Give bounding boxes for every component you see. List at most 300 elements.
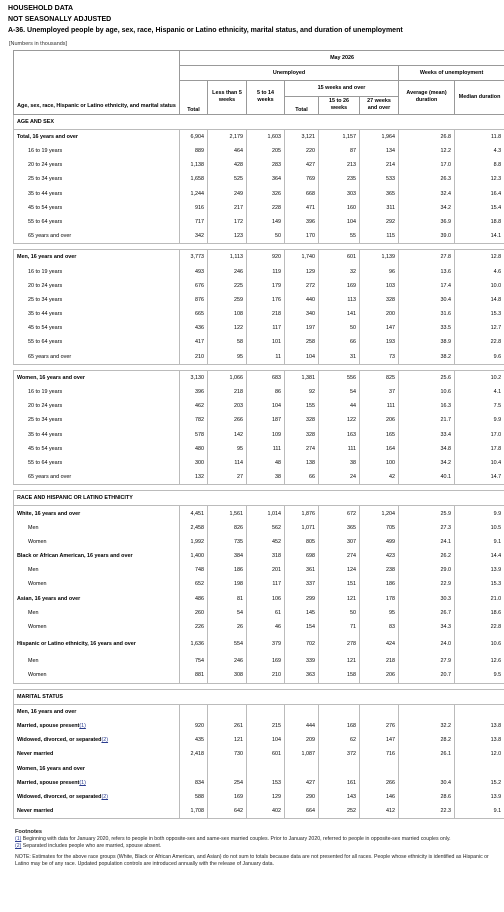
less-than-5-weeks-cell: 95 xyxy=(208,350,247,365)
row-label-text: 35 to 44 years xyxy=(28,190,63,197)
5-to-14-weeks-cell: 176 xyxy=(247,293,285,307)
row-label-text: Never married xyxy=(17,808,54,815)
less-than-5-weeks-cell: 266 xyxy=(208,413,247,427)
total-cell: 493 xyxy=(180,264,208,278)
row-label-text: 20 to 24 years xyxy=(28,282,63,289)
15-to-26-weeks-cell: 143 xyxy=(319,790,360,804)
row-label xyxy=(14,506,180,521)
15-to-26-weeks-cell: 87 xyxy=(319,144,360,158)
15-to-26-weeks-cell: 124 xyxy=(319,563,360,577)
15-plus-total-cell: 3,121 xyxy=(285,129,319,144)
table-row xyxy=(14,129,504,144)
27-weeks-and-over-cell: 103 xyxy=(360,279,399,293)
section-header: RACE AND HISPANIC OR LATINO ETHNICITY xyxy=(14,491,504,506)
row-label xyxy=(14,442,180,456)
total-cell: 6,904 xyxy=(180,129,208,144)
average-duration-cell: 16.3 xyxy=(399,399,455,413)
15-plus-total-cell: 698 xyxy=(285,549,319,563)
row-label-text: Married, spouse present xyxy=(17,722,80,729)
average-duration-cell: 24.1 xyxy=(399,535,455,549)
table-row xyxy=(14,456,504,470)
5-to-14-weeks-cell: 364 xyxy=(247,172,285,186)
15-plus-total-cell xyxy=(285,704,319,719)
table-row xyxy=(14,620,504,634)
less-than-5-weeks-cell: 172 xyxy=(208,215,247,229)
row-label-text: 25 to 34 years xyxy=(28,296,63,303)
5-to-14-weeks-cell: 109 xyxy=(247,428,285,442)
median-duration-cell: 11.8 xyxy=(455,129,504,144)
less-than-5-weeks-cell: 554 xyxy=(208,634,247,654)
median-duration-cell xyxy=(455,704,504,719)
average-duration-cell: 17.4 xyxy=(399,279,455,293)
median-duration-cell: 4.6 xyxy=(455,264,504,278)
5-to-14-weeks-cell: 601 xyxy=(247,747,285,761)
total-cell: 1,708 xyxy=(180,804,208,819)
average-duration-cell: 30.4 xyxy=(399,776,455,790)
row-label xyxy=(14,606,180,620)
15-plus-total-cell: 1,876 xyxy=(285,506,319,521)
27-weeks-and-over-cell: 276 xyxy=(360,719,399,733)
15-plus-total-cell: 427 xyxy=(285,776,319,790)
row-label-text: Total, 16 years and over xyxy=(17,133,79,140)
total-cell: 1,992 xyxy=(180,535,208,549)
15-to-26-weeks-cell: 169 xyxy=(319,279,360,293)
row-label-text: 65 years and over xyxy=(28,233,72,240)
footnote-1 xyxy=(15,836,499,843)
total-cell: 782 xyxy=(180,413,208,427)
less-than-5-weeks-cell: 428 xyxy=(208,158,247,172)
15-to-26-weeks-cell: 252 xyxy=(319,804,360,819)
27-weeks-and-over-cell: 214 xyxy=(360,158,399,172)
total-cell: 748 xyxy=(180,563,208,577)
median-duration-cell: 17.0 xyxy=(455,428,504,442)
row-label-text: Widowed, divorced, or separated xyxy=(17,793,102,800)
total-cell: 578 xyxy=(180,428,208,442)
row-label xyxy=(14,456,180,470)
15-plus-total-cell: 427 xyxy=(285,158,319,172)
row-label-text: 55 to 64 years xyxy=(28,459,63,466)
less-than-5-weeks-cell: 826 xyxy=(208,521,247,535)
less-than-5-weeks-cell xyxy=(208,704,247,719)
15-to-26-weeks-cell: 556 xyxy=(319,370,360,385)
section-header-row xyxy=(14,114,504,129)
median-duration-cell: 9.1 xyxy=(455,535,504,549)
table-row xyxy=(14,370,504,385)
27-weeks-and-over-cell: 37 xyxy=(360,385,399,399)
total-cell: 588 xyxy=(180,790,208,804)
15-to-26-weeks-header: 15 to 26 weeks xyxy=(319,96,360,114)
15-plus-total-cell: 471 xyxy=(285,201,319,215)
5-to-14-weeks-cell: 920 xyxy=(247,250,285,265)
15-to-26-weeks-cell: 158 xyxy=(319,668,360,683)
footnote-ref-link[interactable]: (1) xyxy=(79,779,86,786)
15-to-26-weeks-cell xyxy=(319,761,360,775)
15-to-26-weeks-cell: 161 xyxy=(319,776,360,790)
27-weeks-and-over-cell: 42 xyxy=(360,470,399,485)
median-duration-cell: 18.6 xyxy=(455,606,504,620)
15-plus-total-cell: 274 xyxy=(285,442,319,456)
section-header: MARITAL STATUS xyxy=(14,689,504,704)
row-label-text: 16 to 19 years xyxy=(28,148,63,155)
15-to-26-weeks-cell: 121 xyxy=(319,592,360,606)
15-plus-total-cell: 363 xyxy=(285,668,319,683)
27-weeks-and-over-cell: 115 xyxy=(360,229,399,244)
27-weeks-and-over-cell: 200 xyxy=(360,307,399,321)
27-weeks-and-over-cell: 412 xyxy=(360,804,399,819)
median-duration-cell: 12.7 xyxy=(455,321,504,335)
15-to-26-weeks-cell: 32 xyxy=(319,264,360,278)
median-duration-cell: 9.5 xyxy=(455,668,504,683)
average-duration-cell: 10.6 xyxy=(399,385,455,399)
less-than-5-weeks-cell: 642 xyxy=(208,804,247,819)
table-row xyxy=(14,470,504,485)
median-duration-header: Median duration xyxy=(455,81,504,114)
average-duration-cell: 21.7 xyxy=(399,413,455,427)
15-to-26-weeks-cell: 55 xyxy=(319,229,360,244)
5-to-14-weeks-cell: 48 xyxy=(247,456,285,470)
table-row xyxy=(14,264,504,278)
15-plus-total-cell: 1,087 xyxy=(285,747,319,761)
row-label xyxy=(14,370,180,385)
total-cell: 1,658 xyxy=(180,172,208,186)
median-duration-cell: 13.9 xyxy=(455,563,504,577)
less-than-5-weeks-cell: 54 xyxy=(208,606,247,620)
row-label xyxy=(14,790,180,804)
table-row xyxy=(14,577,504,591)
total-cell: 486 xyxy=(180,592,208,606)
footnote-2-text: Separated includes people who are married, spouse absent. xyxy=(21,843,162,850)
15-plus-total-cell: 220 xyxy=(285,144,319,158)
5-to-14-weeks-cell: 402 xyxy=(247,804,285,819)
27-weeks-and-over-cell: 365 xyxy=(360,187,399,201)
average-duration-cell: 26.2 xyxy=(399,549,455,563)
average-duration-cell: 25.9 xyxy=(399,506,455,521)
27-weeks-and-over-cell: 218 xyxy=(360,654,399,668)
27-weeks-and-over-cell: 825 xyxy=(360,370,399,385)
row-label xyxy=(14,129,180,144)
15-plus-total-cell: 340 xyxy=(285,307,319,321)
footnote-ref-link[interactable]: (2) xyxy=(101,737,109,744)
average-duration-cell: 27.8 xyxy=(399,250,455,265)
table-row xyxy=(14,634,504,654)
15-to-26-weeks-cell: 365 xyxy=(319,521,360,535)
5-to-14-weeks-cell: 117 xyxy=(247,577,285,591)
total-cell: 665 xyxy=(180,307,208,321)
less-than-5-weeks-cell: 186 xyxy=(208,563,247,577)
row-label xyxy=(14,279,180,293)
5-to-14-weeks-cell: 283 xyxy=(247,158,285,172)
27-weeks-and-over-cell: 1,204 xyxy=(360,506,399,521)
average-duration-cell: 26.3 xyxy=(399,172,455,186)
row-label xyxy=(14,668,180,683)
27-weeks-and-over-cell: 178 xyxy=(360,592,399,606)
27-weeks-and-over-cell: 146 xyxy=(360,790,399,804)
average-duration-cell: 26.7 xyxy=(399,606,455,620)
total-cell: 226 xyxy=(180,620,208,634)
15-plus-total-cell: 299 xyxy=(285,592,319,606)
15-plus-total-cell: 129 xyxy=(285,264,319,278)
median-duration-cell: 12.6 xyxy=(455,654,504,668)
row-label-text: 16 to 19 years xyxy=(28,268,63,275)
15-plus-total-cell: 92 xyxy=(285,385,319,399)
15-to-26-weeks-cell: 121 xyxy=(319,654,360,668)
total-cell xyxy=(180,704,208,719)
row-label xyxy=(14,634,180,654)
5-to-14-weeks-cell: 218 xyxy=(247,307,285,321)
less-than-5-weeks-cell xyxy=(208,761,247,775)
5-to-14-weeks-cell: 46 xyxy=(247,620,285,634)
footnotes-heading: Footnotes xyxy=(15,829,43,835)
less-than-5-weeks-cell: 525 xyxy=(208,172,247,186)
15-to-26-weeks-cell: 24 xyxy=(319,470,360,485)
row-label xyxy=(14,563,180,577)
average-duration-cell: 38.9 xyxy=(399,335,455,349)
median-duration-cell: 8.8 xyxy=(455,158,504,172)
weeks-of-unemployment-header: Weeks of unemployment xyxy=(399,66,504,81)
table-row xyxy=(14,549,504,563)
27-weeks-and-over-cell: 186 xyxy=(360,577,399,591)
average-duration-cell: 36.9 xyxy=(399,215,455,229)
row-label-text: 45 to 54 years xyxy=(28,325,63,332)
footnotes xyxy=(15,829,499,868)
row-label xyxy=(14,776,180,790)
table-row xyxy=(14,250,504,265)
27-weeks-and-over-cell: 206 xyxy=(360,668,399,683)
27-weeks-and-over-cell: 73 xyxy=(360,350,399,365)
15-to-26-weeks-cell: 1,157 xyxy=(319,129,360,144)
period-header: May 2026 xyxy=(180,51,504,66)
5-to-14-weeks-cell xyxy=(247,761,285,775)
row-label xyxy=(14,158,180,172)
27-weeks-and-over-cell: 165 xyxy=(360,428,399,442)
15-plus-total-cell: 258 xyxy=(285,335,319,349)
total-cell: 754 xyxy=(180,654,208,668)
table-row xyxy=(14,719,504,733)
average-duration-cell: 30.3 xyxy=(399,592,455,606)
15-plus-total-cell: 664 xyxy=(285,804,319,819)
table-row xyxy=(14,790,504,804)
average-duration-cell: 17.0 xyxy=(399,158,455,172)
header-line-household-data: HOUSEHOLD DATA xyxy=(8,5,74,12)
table-row xyxy=(14,606,504,620)
average-duration-cell: 34.2 xyxy=(399,201,455,215)
table-row xyxy=(14,428,504,442)
average-duration-cell: 30.4 xyxy=(399,293,455,307)
row-label xyxy=(14,535,180,549)
less-than-5-weeks-cell: 225 xyxy=(208,279,247,293)
median-duration-cell: 21.0 xyxy=(455,592,504,606)
row-label xyxy=(14,264,180,278)
less-than-5-weeks-cell: 198 xyxy=(208,577,247,591)
table-row xyxy=(14,385,504,399)
average-duration-cell: 22.9 xyxy=(399,577,455,591)
15-to-26-weeks-cell: 50 xyxy=(319,321,360,335)
15-to-26-weeks-cell: 113 xyxy=(319,293,360,307)
27-weeks-and-over-header: 27 weeks and over xyxy=(360,96,399,114)
table-row xyxy=(14,704,504,719)
27-weeks-and-over-cell: 206 xyxy=(360,413,399,427)
footnote-1-text: Beginning with data for January 2020, refers to people in both opposite-sex and same-sex married couples. Prior to January 2020, referred to people in opposite-sex married couples only. xyxy=(21,836,451,843)
median-duration-cell: 13.9 xyxy=(455,790,504,804)
average-duration-cell: 40.1 xyxy=(399,470,455,485)
footnote-ref-link[interactable]: (2) xyxy=(101,793,109,800)
footnote-2-ref[interactable]: (2) xyxy=(15,843,22,850)
table-body xyxy=(14,114,504,819)
row-label-text: 35 to 44 years xyxy=(28,311,63,318)
15-to-26-weeks-cell: 151 xyxy=(319,577,360,591)
5-to-14-weeks-cell: 201 xyxy=(247,563,285,577)
15-to-26-weeks-cell: 104 xyxy=(319,215,360,229)
row-label xyxy=(14,521,180,535)
15-plus-total-cell: 1,381 xyxy=(285,370,319,385)
total-cell: 3,773 xyxy=(180,250,208,265)
average-duration-cell: 32.2 xyxy=(399,719,455,733)
row-label xyxy=(14,307,180,321)
15-plus-total-cell: 104 xyxy=(285,350,319,365)
table-row xyxy=(14,521,504,535)
row-label xyxy=(14,172,180,186)
less-than-5-weeks-cell: 735 xyxy=(208,535,247,549)
less-than-5-weeks-cell: 81 xyxy=(208,592,247,606)
row-label-text: 65 years and over xyxy=(28,353,72,360)
5-to-14-weeks-cell: 187 xyxy=(247,413,285,427)
total-cell: 889 xyxy=(180,144,208,158)
15-to-26-weeks-cell: 163 xyxy=(319,428,360,442)
units-note: [Numbers in thousands] xyxy=(9,41,68,47)
5-to-14-weeks-cell: 50 xyxy=(247,229,285,244)
row-label-text: Widowed, divorced, or separated xyxy=(17,737,102,744)
row-label-text: Women xyxy=(28,624,47,631)
row-label xyxy=(14,733,180,747)
15-plus-total-cell: 66 xyxy=(285,470,319,485)
row-label xyxy=(14,250,180,265)
27-weeks-and-over-cell: 164 xyxy=(360,442,399,456)
row-label-text: Black or African American, 16 years and over xyxy=(17,553,133,560)
table-row xyxy=(14,201,504,215)
15-plus-total-cell: 272 xyxy=(285,279,319,293)
row-label xyxy=(14,654,180,668)
15-to-26-weeks-cell: 168 xyxy=(319,719,360,733)
table-row xyxy=(14,535,504,549)
row-label-text: 45 to 54 years xyxy=(28,445,63,452)
5-to-14-weeks-cell: 104 xyxy=(247,733,285,747)
average-duration-cell: 12.2 xyxy=(399,144,455,158)
27-weeks-and-over-cell: 96 xyxy=(360,264,399,278)
table-row xyxy=(14,776,504,790)
less-than-5-weeks-cell: 308 xyxy=(208,668,247,683)
15-plus-total-cell: 290 xyxy=(285,790,319,804)
15-plus-total-cell: 361 xyxy=(285,563,319,577)
row-label-text: 16 to 19 years xyxy=(28,389,63,396)
less-than-5-weeks-cell: 114 xyxy=(208,456,247,470)
27-weeks-and-over-cell: 134 xyxy=(360,144,399,158)
total-cell: 2,458 xyxy=(180,521,208,535)
15-plus-total-cell: 440 xyxy=(285,293,319,307)
5-to-14-weeks-cell: 104 xyxy=(247,399,285,413)
15-to-26-weeks-cell: 122 xyxy=(319,413,360,427)
median-duration-cell: 22.8 xyxy=(455,335,504,349)
5-to-14-weeks-cell: 326 xyxy=(247,187,285,201)
median-duration-cell: 10.0 xyxy=(455,279,504,293)
footnote-1-ref[interactable]: (1) xyxy=(15,836,22,843)
average-duration-cell: 27.9 xyxy=(399,654,455,668)
less-than-5-weeks-cell: 259 xyxy=(208,293,247,307)
5-to-14-weeks-cell: 179 xyxy=(247,279,285,293)
average-duration-cell xyxy=(399,761,455,775)
total-cell: 480 xyxy=(180,442,208,456)
15-plus-total-cell: 396 xyxy=(285,215,319,229)
total-cell: 300 xyxy=(180,456,208,470)
median-duration-cell: 15.4 xyxy=(455,201,504,215)
less-than-5-weeks-cell: 142 xyxy=(208,428,247,442)
27-weeks-and-over-cell: 100 xyxy=(360,456,399,470)
table-row xyxy=(14,442,504,456)
27-weeks-and-over-cell: 716 xyxy=(360,747,399,761)
5-to-14-weeks-cell: 215 xyxy=(247,719,285,733)
section-header-row xyxy=(14,491,504,506)
5-to-14-weeks-cell: 86 xyxy=(247,385,285,399)
less-than-5-weeks-cell: 108 xyxy=(208,307,247,321)
5-to-14-weeks-cell: 111 xyxy=(247,442,285,456)
table-row xyxy=(14,563,504,577)
15-to-26-weeks-cell: 50 xyxy=(319,606,360,620)
27-weeks-and-over-cell: 423 xyxy=(360,549,399,563)
15-to-26-weeks-cell: 44 xyxy=(319,399,360,413)
table-row xyxy=(14,215,504,229)
15-plus-total-cell: 328 xyxy=(285,428,319,442)
less-than-5-weeks-cell: 121 xyxy=(208,733,247,747)
total-cell: 916 xyxy=(180,201,208,215)
table-row xyxy=(14,804,504,819)
less-than-5-weeks-cell: 1,066 xyxy=(208,370,247,385)
row-label xyxy=(14,761,180,775)
27-weeks-and-over-cell xyxy=(360,704,399,719)
15-plus-total-cell: 337 xyxy=(285,577,319,591)
less-than-5-weeks-cell: 730 xyxy=(208,747,247,761)
total-cell: 1,244 xyxy=(180,187,208,201)
header-line-not-seasonally-adjusted: NOT SEASONALLY ADJUSTED xyxy=(8,16,112,23)
27-weeks-and-over-cell: 147 xyxy=(360,321,399,335)
median-duration-cell: 14.1 xyxy=(455,229,504,244)
15-plus-total-header: Total xyxy=(285,96,319,114)
total-cell: 920 xyxy=(180,719,208,733)
27-weeks-and-over-cell: 83 xyxy=(360,620,399,634)
total-cell: 417 xyxy=(180,335,208,349)
average-duration-cell: 34.8 xyxy=(399,442,455,456)
less-than-5-weeks-cell: 249 xyxy=(208,187,247,201)
average-duration-cell: 20.7 xyxy=(399,668,455,683)
row-label-text: Men xyxy=(28,609,39,616)
27-weeks-and-over-cell: 266 xyxy=(360,776,399,790)
average-duration-cell: 28.6 xyxy=(399,790,455,804)
median-duration-cell: 9.9 xyxy=(455,506,504,521)
15-to-26-weeks-cell: 62 xyxy=(319,733,360,747)
median-duration-cell: 4.3 xyxy=(455,144,504,158)
table-row xyxy=(14,307,504,321)
unemployed-header: Unemployed xyxy=(180,66,399,81)
table-row xyxy=(14,293,504,307)
15-plus-total-cell: 154 xyxy=(285,620,319,634)
row-label xyxy=(14,350,180,365)
total-cell: 210 xyxy=(180,350,208,365)
table-row xyxy=(14,592,504,606)
5-to-14-weeks-cell: 318 xyxy=(247,549,285,563)
5-to-14-weeks-cell: 452 xyxy=(247,535,285,549)
footnote-ref-link[interactable]: (1) xyxy=(79,722,86,729)
15-to-26-weeks-cell: 54 xyxy=(319,385,360,399)
5-to-14-weeks-cell: 153 xyxy=(247,776,285,790)
average-duration-cell: 34.2 xyxy=(399,456,455,470)
